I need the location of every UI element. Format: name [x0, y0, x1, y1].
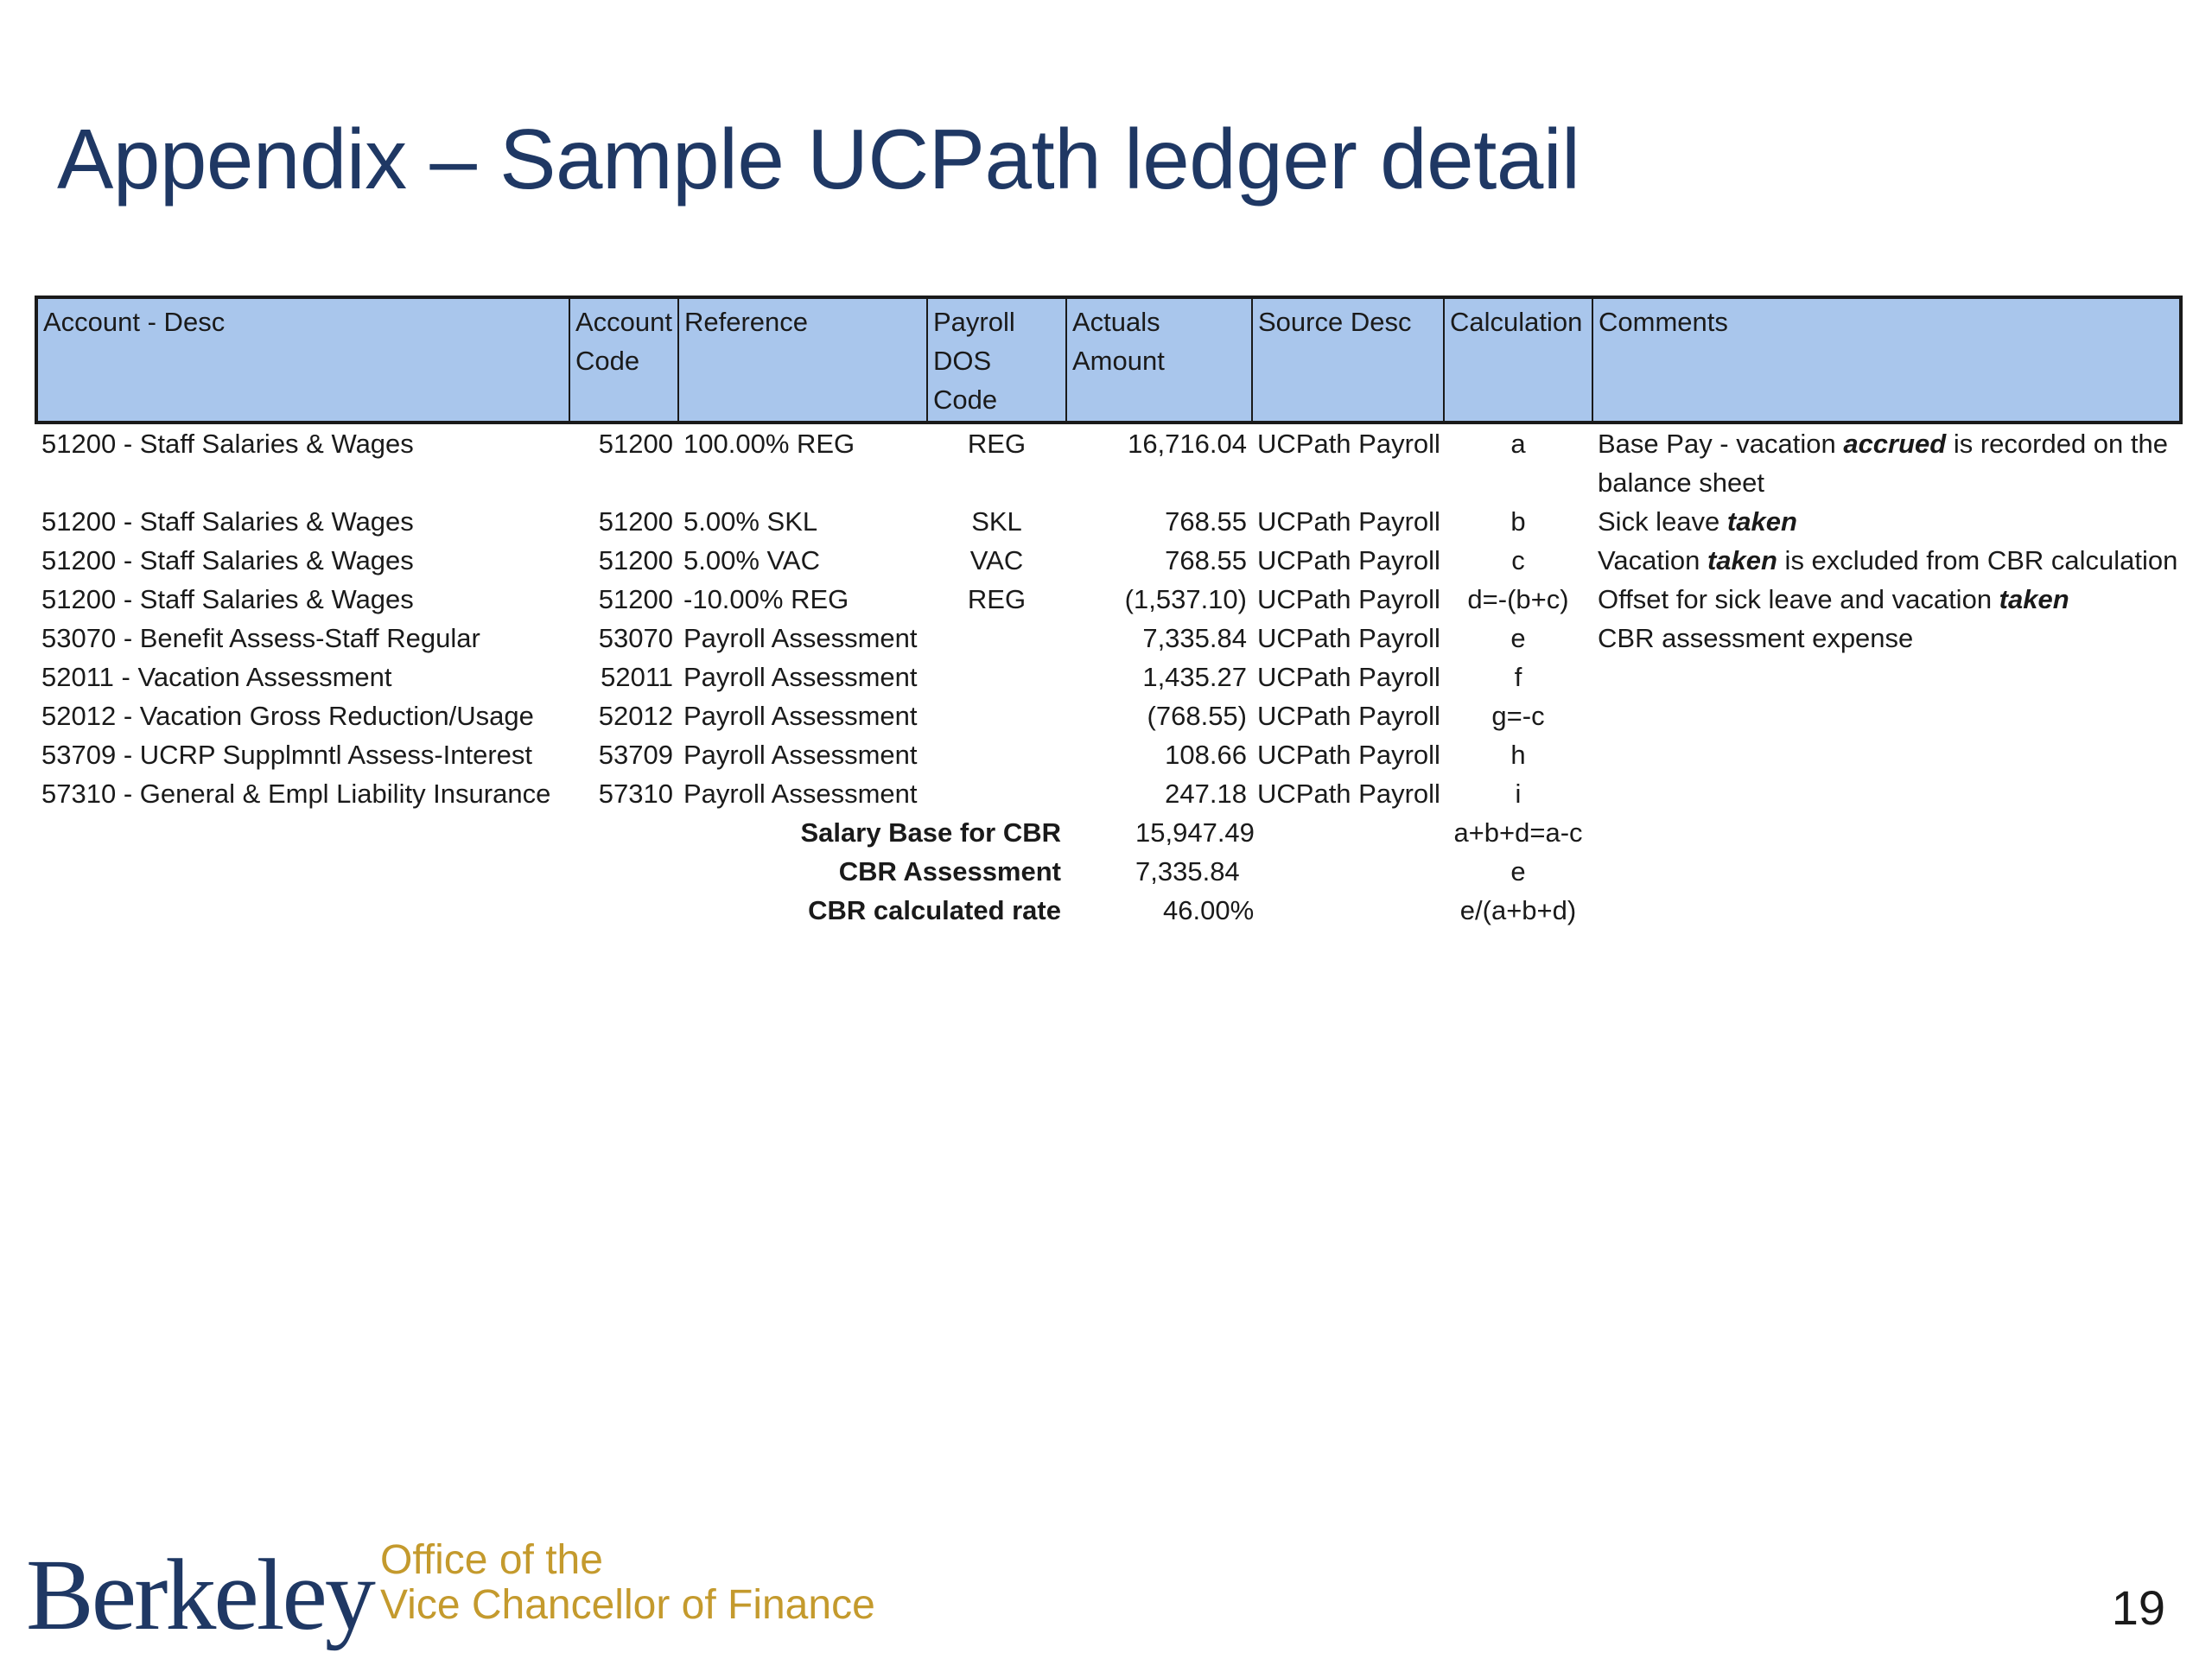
cell-desc: 51200 - Staff Salaries & Wages	[41, 545, 414, 575]
cell-code: 51200	[598, 429, 673, 459]
summary-label: CBR calculated rate	[808, 895, 1061, 925]
cell-code: 53709	[598, 740, 673, 770]
cell-comment: Vacation taken is excluded from CBR calculation	[1598, 545, 2178, 575]
cell-calc: d=-(b+c)	[1467, 584, 1569, 614]
cell-comment: Base Pay - vacation accrued is recorded on the balance sheet	[1598, 429, 2168, 498]
cell-source: UCPath Payroll	[1257, 506, 1440, 537]
cell-code: 57310	[598, 779, 673, 809]
cell-reference: Payroll Assessment	[683, 623, 918, 653]
table-row	[36, 423, 2181, 502]
cell-code: 52012	[598, 701, 673, 731]
table-row	[36, 735, 2181, 774]
ledger-table	[35, 296, 2183, 930]
table-row	[36, 541, 2181, 580]
cell-comment: Offset for sick leave and vacation taken	[1598, 584, 2069, 614]
summary-row	[36, 813, 2181, 852]
cell-amount: 247.18	[1165, 779, 1247, 809]
cell-comment: CBR assessment expense	[1598, 623, 1914, 653]
page-number: 19	[2111, 1580, 2165, 1635]
cell-calc: g=-c	[1491, 701, 1545, 731]
cell-desc: 57310 - General & Empl Liability Insurance	[41, 779, 551, 809]
cell-amount: 768.55	[1165, 506, 1247, 537]
cell-dos-code	[927, 696, 1066, 735]
cell-code: 51200	[598, 545, 673, 575]
header-payroll-dos-code: Payroll DOS Code	[927, 297, 1066, 423]
office-name	[380, 1538, 875, 1628]
cell-comment	[1592, 696, 2181, 735]
cell-desc: 53709 - UCRP Supplmntl Assess-Interest	[41, 740, 533, 770]
summary-label: CBR Assessment	[838, 856, 1061, 887]
office-line-1: Office of the	[380, 1537, 603, 1583]
cell-comment	[1592, 774, 2181, 813]
table-row	[36, 619, 2181, 658]
cell-dos-code: SKL	[971, 506, 1022, 537]
cell-reference: -10.00% REG	[683, 584, 849, 614]
cell-source: UCPath Payroll	[1257, 584, 1440, 614]
summary-value: 7,335.84	[1135, 856, 1240, 887]
cell-source: UCPath Payroll	[1257, 429, 1440, 459]
cell-amount: 768.55	[1165, 545, 1247, 575]
summary-row	[36, 891, 2181, 930]
cell-dos-code: REG	[967, 429, 1027, 459]
cell-source: UCPath Payroll	[1257, 662, 1440, 692]
cell-comment	[1592, 658, 2181, 696]
header-actuals-amount: Actuals Amount	[1066, 297, 1252, 423]
cell-desc: 52012 - Vacation Gross Reduction/Usage	[41, 701, 534, 731]
header-source-desc: Source Desc	[1252, 297, 1444, 423]
summary-value: 46.00%	[1163, 895, 1255, 925]
cell-amount: (768.55)	[1147, 701, 1247, 731]
cell-reference: Payroll Assessment	[683, 740, 918, 770]
table-row	[36, 696, 2181, 735]
cell-calc: b	[1510, 506, 1526, 537]
cell-dos-code	[927, 774, 1066, 813]
cell-calc: c	[1511, 545, 1525, 575]
cell-amount: 7,335.84	[1142, 623, 1247, 653]
cell-reference: 5.00% SKL	[683, 506, 818, 537]
header-account-desc: Account - Desc	[36, 297, 569, 423]
cell-desc: 51200 - Staff Salaries & Wages	[41, 584, 414, 614]
cell-amount: 16,716.04	[1128, 429, 1247, 459]
cell-calc: a	[1510, 429, 1526, 459]
page-title: Appendix – Sample UCPath ledger detail	[57, 111, 1580, 207]
cell-calc: f	[1514, 662, 1522, 692]
table-row	[36, 502, 2181, 541]
cell-dos-code	[927, 658, 1066, 696]
summary-calc: a+b+d=a-c	[1453, 817, 1583, 848]
header-comments: Comments	[1592, 297, 2181, 423]
cell-amount: 1,435.27	[1142, 662, 1247, 692]
cell-source: UCPath Payroll	[1257, 740, 1440, 770]
header-reference: Reference	[678, 297, 927, 423]
cell-code: 53070	[598, 623, 673, 653]
cell-amount: (1,537.10)	[1124, 584, 1247, 614]
berkeley-logo: Berkeley	[26, 1538, 373, 1651]
cell-dos-code	[927, 619, 1066, 658]
cell-source: UCPath Payroll	[1257, 623, 1440, 653]
cell-code: 51200	[598, 506, 673, 537]
summary-calc: e/(a+b+d)	[1459, 895, 1577, 925]
header-account-code: Account Code	[569, 297, 678, 423]
cell-dos-code: VAC	[969, 545, 1024, 575]
cell-desc: 53070 - Benefit Assess-Staff Regular	[41, 623, 480, 653]
cell-desc: 51200 - Staff Salaries & Wages	[41, 429, 414, 459]
cell-calc: e	[1510, 623, 1526, 653]
cell-source: UCPath Payroll	[1257, 545, 1440, 575]
cell-desc: 52011 - Vacation Assessment	[41, 662, 392, 692]
cell-desc: 51200 - Staff Salaries & Wages	[41, 506, 414, 537]
header-row	[36, 297, 2181, 423]
cell-amount: 108.66	[1165, 740, 1247, 770]
cell-calc: i	[1515, 779, 1522, 809]
cell-source: UCPath Payroll	[1257, 701, 1440, 731]
cell-reference: Payroll Assessment	[683, 779, 918, 809]
summary-row	[36, 852, 2181, 891]
cell-dos-code: REG	[967, 584, 1027, 614]
table-row	[36, 774, 2181, 813]
cell-reference: 5.00% VAC	[683, 545, 820, 575]
table-row	[36, 580, 2181, 619]
summary-label: Salary Base for CBR	[800, 817, 1061, 848]
header-calculation: Calculation	[1444, 297, 1592, 423]
cell-comment: Sick leave taken	[1598, 506, 1797, 537]
cell-calc: h	[1510, 740, 1526, 770]
cell-dos-code	[927, 735, 1066, 774]
cell-code: 52011	[601, 662, 673, 692]
cell-comment	[1592, 735, 2181, 774]
cell-reference: Payroll Assessment	[683, 662, 918, 692]
cell-reference: 100.00% REG	[683, 429, 855, 459]
summary-calc: e	[1510, 856, 1526, 887]
table-row	[36, 658, 2181, 696]
cell-reference: Payroll Assessment	[683, 701, 918, 731]
cell-code: 51200	[598, 584, 673, 614]
cell-source: UCPath Payroll	[1257, 779, 1440, 809]
office-line-2: Vice Chancellor of Finance	[380, 1582, 875, 1628]
summary-value: 15,947.49	[1135, 817, 1255, 848]
